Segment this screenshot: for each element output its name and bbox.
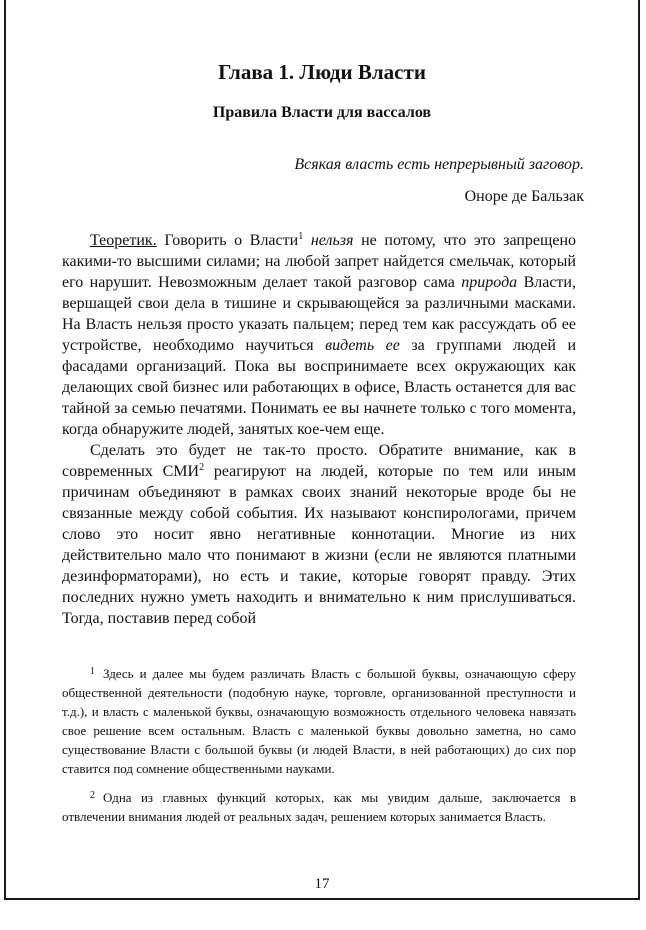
- paragraph-1: [62, 230, 576, 440]
- page-number: 17: [314, 876, 330, 892]
- section-title: Правила Власти для вассалов: [212, 104, 432, 121]
- epigraph-quote: Всякая власть есть непрерывный заговор.: [294, 156, 584, 173]
- chapter-title: Глава 1. Люди Власти: [218, 60, 426, 84]
- footnote-text-2: Одна из главных функций которых, как мы увидим дальше, заключается в отвлечении внимания людей от реальных задач, решением которых занимается Власть.: [62, 790, 576, 824]
- footnote-1: [62, 662, 576, 778]
- p1-text-4: за группами людей и фасадами организаций. Пока вы воспринимаете всех окружающих как делающих свой бизнес или работающих в офисе, Власть останется для вас тайной за семью печатями. Понимать ее вы начнете только с того момента, когда обнаружите людей, занятых кое-чем еще.: [62, 337, 577, 438]
- epigraph-author: Оноре де Бальзак: [464, 188, 584, 205]
- footnote-mark-2: 2: [90, 790, 95, 801]
- footnote-ref-2: 2: [199, 462, 205, 473]
- footnote-mark-1: 1: [90, 666, 95, 677]
- book-page: [4, 0, 640, 900]
- footnote-2: [62, 786, 576, 826]
- paragraph-2: [62, 440, 576, 629]
- p1-emphasis-2: природа: [461, 274, 518, 291]
- p1-text-2: не потому, что это запрещено какими-то высшими силами; на любой запрет найдется смельчак, который его нарушит. Невозможным делает такой разговор сама: [62, 232, 577, 291]
- footnotes: [62, 662, 576, 834]
- p1-text-1: Говорить о Власти: [156, 232, 299, 249]
- footnote-ref-1: 1: [298, 231, 304, 242]
- p1-text-3: Власти, вершащей свои дела в тишине и скрывающейся за различными масками. На Власть нельзя просто указать пальцем; перед тем как рассуждать об ее устройстве, необходимо научиться: [62, 274, 576, 354]
- body-text: [62, 230, 576, 629]
- p2-text-1: Сделать это будет не так-то просто. Обратите внимание, как в современных СМИ: [62, 442, 576, 480]
- p1-emphasis-3: видеть ее: [325, 337, 400, 354]
- footnote-text-1: Здесь и далее мы будем различать Власть с большой буквы, означающую сферу общественной деятельности (подобную науке, торговле, организованной преступности и т.д.), и власть с маленькой буквы, означающую возможность отдельного человека навязать свое решение всем остальным. Власть с маленькой буквы довольно заметна, но само существование Власти с большой буквы (и людей Власти, в ней работающих) до сих пор ставится под сомнение общественными науками.: [62, 666, 576, 776]
- term-label: Теоретик.: [90, 232, 157, 249]
- epigraph: [294, 155, 584, 207]
- p1-emphasis-1: нельзя: [310, 232, 354, 249]
- p2-text-2: реагируют на людей, которые по тем или иным причинам объединяют в рамках своих знаний некоторые вроде бы не связанные между собой события. Их называют конспирологами, причем слово это носит явно негативные коннотации. Многие из них действительно мало что понимают в жизни (если не являются платными дезинформаторами), но есть и такие, которые говорят правду. Этих последних нужно уметь находить и внимательно к ним прислушиваться. Тогда, поставив перед собой: [62, 463, 577, 627]
